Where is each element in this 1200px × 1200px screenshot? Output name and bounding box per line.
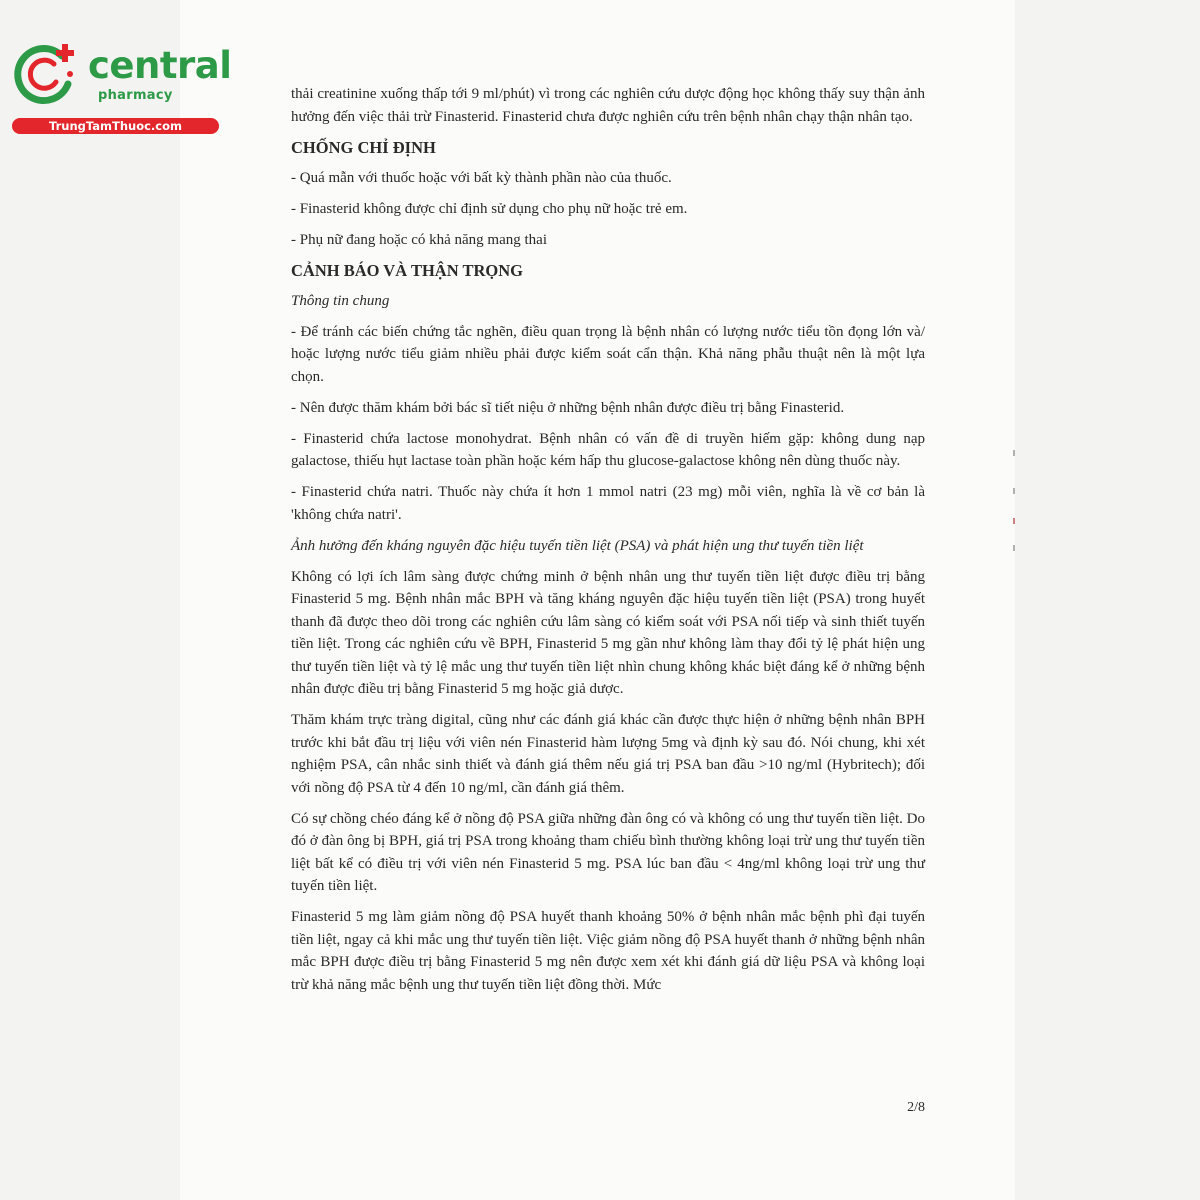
- central-pharmacy-logo-icon: [10, 38, 80, 108]
- logo-brand-name: central: [88, 44, 232, 87]
- psa-paragraph: Không có lợi ích lâm sàng được chứng minh ở bệnh nhân ung thư tuyến tiền liệt được điều trị bằng Finasterid 5 mg. Bệnh nhân mắc BPH và tăng kháng nguyên đặc hiệu tuyến tiền liệt (PSA) trong huyết thanh đã được theo dõi trong các nghiên cứu lâm sàng có kiểm soát với PSA nối tiếp và sinh thiết tuyến tiền liệt. Trong các nghiên cứu về BPH, Finasterid 5 mg gần như không làm thay đổi tỷ lệ phát hiện ung thư tuyến tiền liệt và tỷ lệ mắc ung thư tuyến tiền liệt nhìn chung không khác biệt đáng kể ở những bệnh nhân được điều trị bằng Finasterid 5 mg hoặc giả dược.: [291, 568, 925, 697]
- contraindication-item: - Phụ nữ đang hoặc có khả năng mang thai: [291, 231, 547, 248]
- psa-subheading: Ảnh hưởng đến kháng nguyên đặc hiệu tuyến tiền liệt (PSA) và phát hiện ung thư tuyến tiền liệt: [291, 537, 864, 554]
- contraindication-item: - Finasterid không được chỉ định sử dụng cho phụ nữ hoặc trẻ em.: [291, 200, 688, 217]
- document-body: [291, 83, 925, 1005]
- intro-paragraph: thải creatinine xuống thấp tới 9 ml/phút) vì trong các nghiên cứu dược động học không thấy suy thận ảnh hưởng đến việc thải trừ Finasterid. Finasterid chưa được nghiên cứu trên bệnh nhân chạy thận nhân tạo.: [291, 86, 925, 125]
- contraindication-item: - Quá mẫn với thuốc hoặc với bất kỳ thành phần nào của thuốc.: [291, 169, 672, 186]
- logo-website-url[interactable]: TrungTamThuoc.com: [12, 118, 219, 134]
- margin-mark: [1013, 488, 1015, 494]
- psa-paragraph: Thăm khám trực tràng digital, cũng như các đánh giá khác cần được thực hiện ở những bệnh nhân BPH trước khi bắt đầu trị liệu với viên nén Finasterid hàm lượng 5mg và định kỳ sau đó. Nói chung, khi xét nghiệm PSA, cân nhắc sinh thiết và đánh giá thêm nếu giá trị PSA ban đầu >10 ng/ml (Hybritech); đối với nồng độ PSA từ 4 đến 10 ng/ml, cần đánh giá thêm.: [291, 712, 925, 796]
- general-info-item: - Nên được thăm khám bởi bác sĩ tiết niệu ở những bệnh nhân được điều trị bằng Finasterid.: [291, 399, 845, 416]
- general-info-subheading: Thông tin chung: [291, 292, 390, 309]
- margin-mark: [1013, 545, 1015, 551]
- contraindications-heading: CHỐNG CHỈ ĐỊNH: [291, 137, 436, 157]
- general-info-item: - Finasterid chứa natri. Thuốc này chứa ít hơn 1 mmol natri (23 mg) mỗi viên, nghĩa là về cơ bản là 'không chứa natri'.: [291, 484, 925, 523]
- general-info-item: - Finasterid chứa lactose monohydrat. Bệnh nhân có vấn đề di truyền hiếm gặp: không dung nạp galactose, thiếu hụt lactase toàn phần hoặc kém hấp thu glucose-galactose không nên dùng thuốc này.: [291, 430, 925, 469]
- pharmacy-logo: [10, 38, 232, 138]
- margin-mark: [1013, 450, 1015, 456]
- psa-paragraph: Finasterid 5 mg làm giảm nồng độ PSA huyết thanh khoảng 50% ở bệnh nhân mắc bệnh phì đại tuyến tiền liệt, ngay cả khi mắc ung thư tuyến tiền liệt. Việc giảm nồng độ PSA huyết thanh ở những bệnh nhân mắc BPH được điều trị bằng Finasterid 5 mg nên được xem xét khi đánh giá dữ liệu PSA và không loại trừ khả năng mắc bệnh ung thư tuyến tiền liệt đồng thời. Mức: [291, 909, 925, 993]
- page-number: 2/8: [907, 1100, 925, 1115]
- margin-mark: [1013, 518, 1015, 524]
- general-info-item: - Để tránh các biến chứng tắc nghẽn, điều quan trọng là bệnh nhân có lượng nước tiểu tồn đọng lớn và/ hoặc lượng nước tiểu giảm nhiều phải được kiểm soát cẩn thận. Khả năng phẫu thuật nên là một lựa chọn.: [291, 323, 925, 385]
- logo-subtitle: pharmacy: [98, 88, 173, 103]
- warnings-heading: CẢNH BÁO VÀ THẬN TRỌNG: [291, 260, 523, 280]
- psa-paragraph: Có sự chồng chéo đáng kể ở nồng độ PSA giữa những đàn ông có và không có ung thư tuyến tiền liệt. Do đó ở đàn ông bị BPH, giá trị PSA trong khoảng tham chiếu bình thường không loại trừ ung thư tuyến tiền liệt bất kể có điều trị với viên nén Finasterid 5 mg. PSA lúc ban đầu < 4ng/ml không loại trừ ung thư tuyến tiền liệt.: [291, 810, 925, 894]
